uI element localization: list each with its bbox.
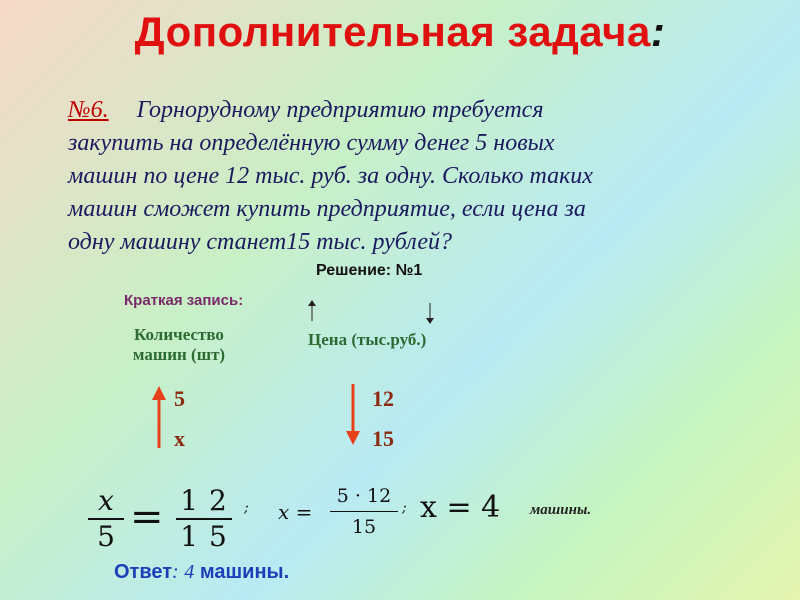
price-value-2: 15	[372, 426, 394, 451]
quantity-up-arrow-icon	[150, 386, 168, 448]
answer-label: Ответ	[114, 561, 173, 583]
answer-colon: :	[172, 561, 179, 583]
separator-2: ;	[402, 500, 407, 516]
title-colon: :	[650, 8, 666, 55]
solution-heading: Решение: №1	[316, 262, 423, 279]
problem-line-4: машин сможет купить предприятие, если цена за	[68, 196, 586, 222]
answer-value: 4	[184, 561, 195, 583]
small-up-arrow-icon	[306, 300, 318, 322]
quantity-value-2: x	[174, 426, 185, 451]
equals-sign: =	[130, 494, 164, 540]
column-header-price: Цена (тыс.руб.)	[308, 330, 427, 349]
answer-word: машины.	[199, 561, 290, 583]
column-header-quantity: Количество машин (шт)	[132, 325, 226, 364]
answer-line	[114, 561, 289, 584]
fraction-5x12-over-15: 5 · 12 15	[330, 484, 398, 539]
small-down-arrow-icon	[424, 302, 436, 324]
price-down-arrow-icon	[344, 384, 362, 446]
problem-line-1: №6. Горнорудному предприятию требуется	[68, 97, 544, 123]
price-value-1: 12	[372, 386, 394, 411]
separator-1: ;	[244, 500, 249, 516]
problem-line-3: машин по цене 12 тыс. руб. за одну. Сколько таких	[68, 163, 593, 189]
fraction-12-over-15: 1 2 1 5	[176, 486, 232, 552]
equation-result: x = 4	[420, 490, 501, 525]
problem-number: №6.	[68, 97, 109, 123]
slide-title	[40, 8, 760, 56]
title-text: Дополнительная задача	[134, 8, 651, 55]
brief-record-label: Краткая запись:	[124, 292, 244, 309]
fraction-x-over-5: x 5	[88, 486, 124, 552]
quantity-value-1: 5	[174, 386, 185, 411]
x-equals-label: x =	[278, 500, 313, 524]
result-units: машины.	[530, 502, 592, 518]
problem-line-5: одну машину станет15 тыс. рублей?	[68, 229, 452, 255]
problem-text	[68, 94, 758, 259]
problem-line-2: закупить на определённую сумму денег 5 новых	[68, 130, 555, 156]
